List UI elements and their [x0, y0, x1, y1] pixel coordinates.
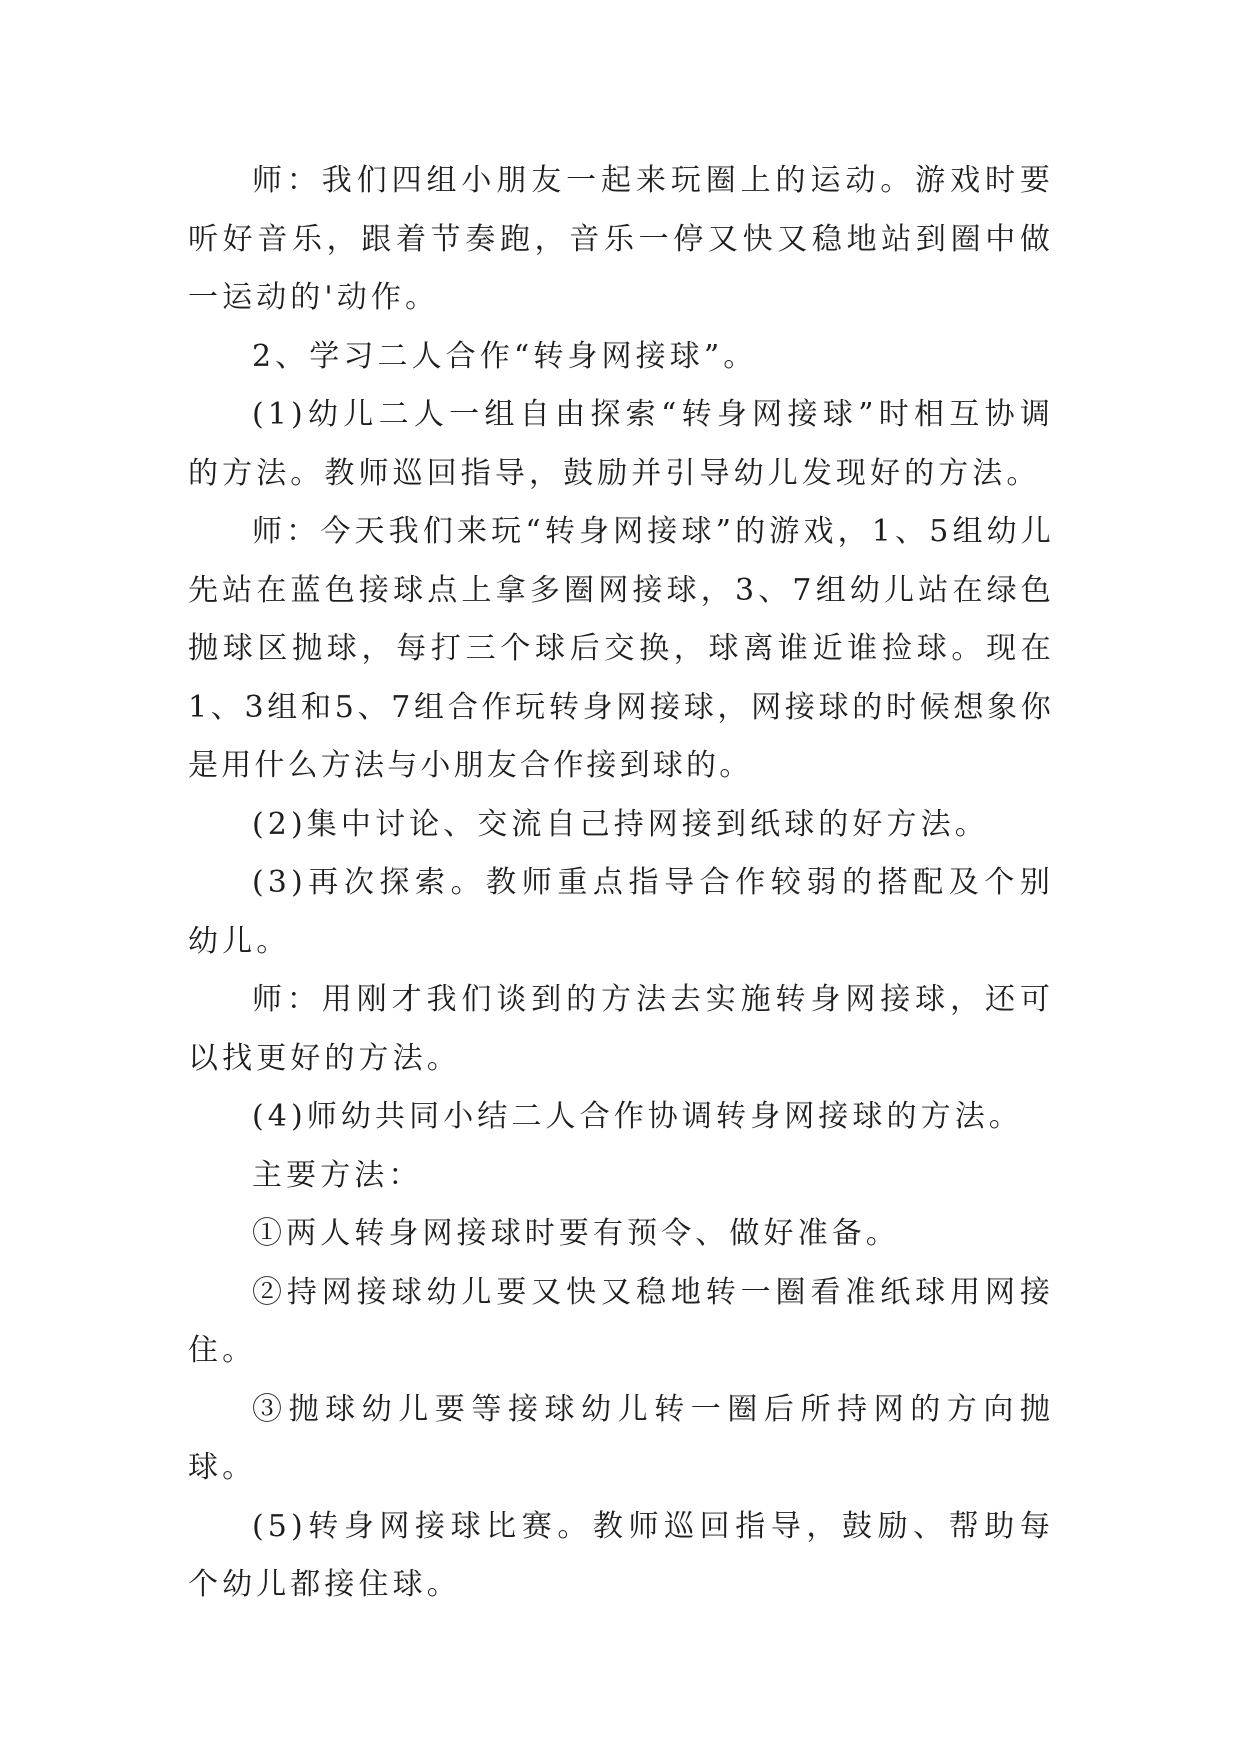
paragraph-method-3: ③抛球幼儿要等接球幼儿转一圈后所持网的方向抛球。	[188, 1391, 1054, 1485]
paragraph-teacher-game-rules: 师：今天我们来玩“转身网接球”的游戏，1、5组幼儿先站在蓝色接球点上拿多圈网接球，3、7组幼儿站在绿色抛球区抛球，每打三个球后交换，球离谁近谁捡球。现在1、3组和5、7组合作玩转身网接球，网接球的时候想象你是用什么方法与小朋友合作接到球的。	[188, 514, 1054, 783]
paragraph-step-5: (5)转身网接球比赛。教师巡回指导，鼓励、帮助每个幼儿都接住球。	[188, 1508, 1054, 1602]
paragraph-step-1: (1)幼儿二人一组自由探索“转身网接球”时相互协调的方法。教师巡回指导，鼓励并引导幼儿发现好的方法。	[188, 397, 1054, 491]
paragraph-step-2: (2)集中讨论、交流自己持网接到纸球的好方法。	[252, 806, 989, 842]
paragraph-section-2-heading: 2、学习二人合作“转身网接球”。	[252, 338, 758, 374]
document-body	[188, 152, 1054, 1615]
paragraph-teacher-intro: 师：我们四组小朋友一起来玩圈上的运动。游戏时要听好音乐，跟着节奏跑，音乐一停又快又稳地站到圈中做一运动的'动作。	[188, 163, 1054, 315]
paragraph-step-4: (4)师幼共同小结二人合作协调转身网接球的方法。	[252, 1099, 1023, 1134]
paragraph-step-3: (3)再次探索。教师重点指导合作较弱的搭配及个别幼儿。	[188, 865, 1054, 959]
paragraph-method-2: ②持网接球幼儿要又快又稳地转一圈看准纸球用网接住。	[188, 1274, 1054, 1368]
paragraph-main-methods-heading: 主要方法：	[252, 1157, 423, 1193]
paragraph-method-1: ①两人转身网接球时要有预令、做好准备。	[252, 1216, 900, 1251]
paragraph-teacher-encourage: 师：用刚才我们谈到的方法去实施转身网接球，还可以找更好的方法。	[188, 982, 1054, 1076]
